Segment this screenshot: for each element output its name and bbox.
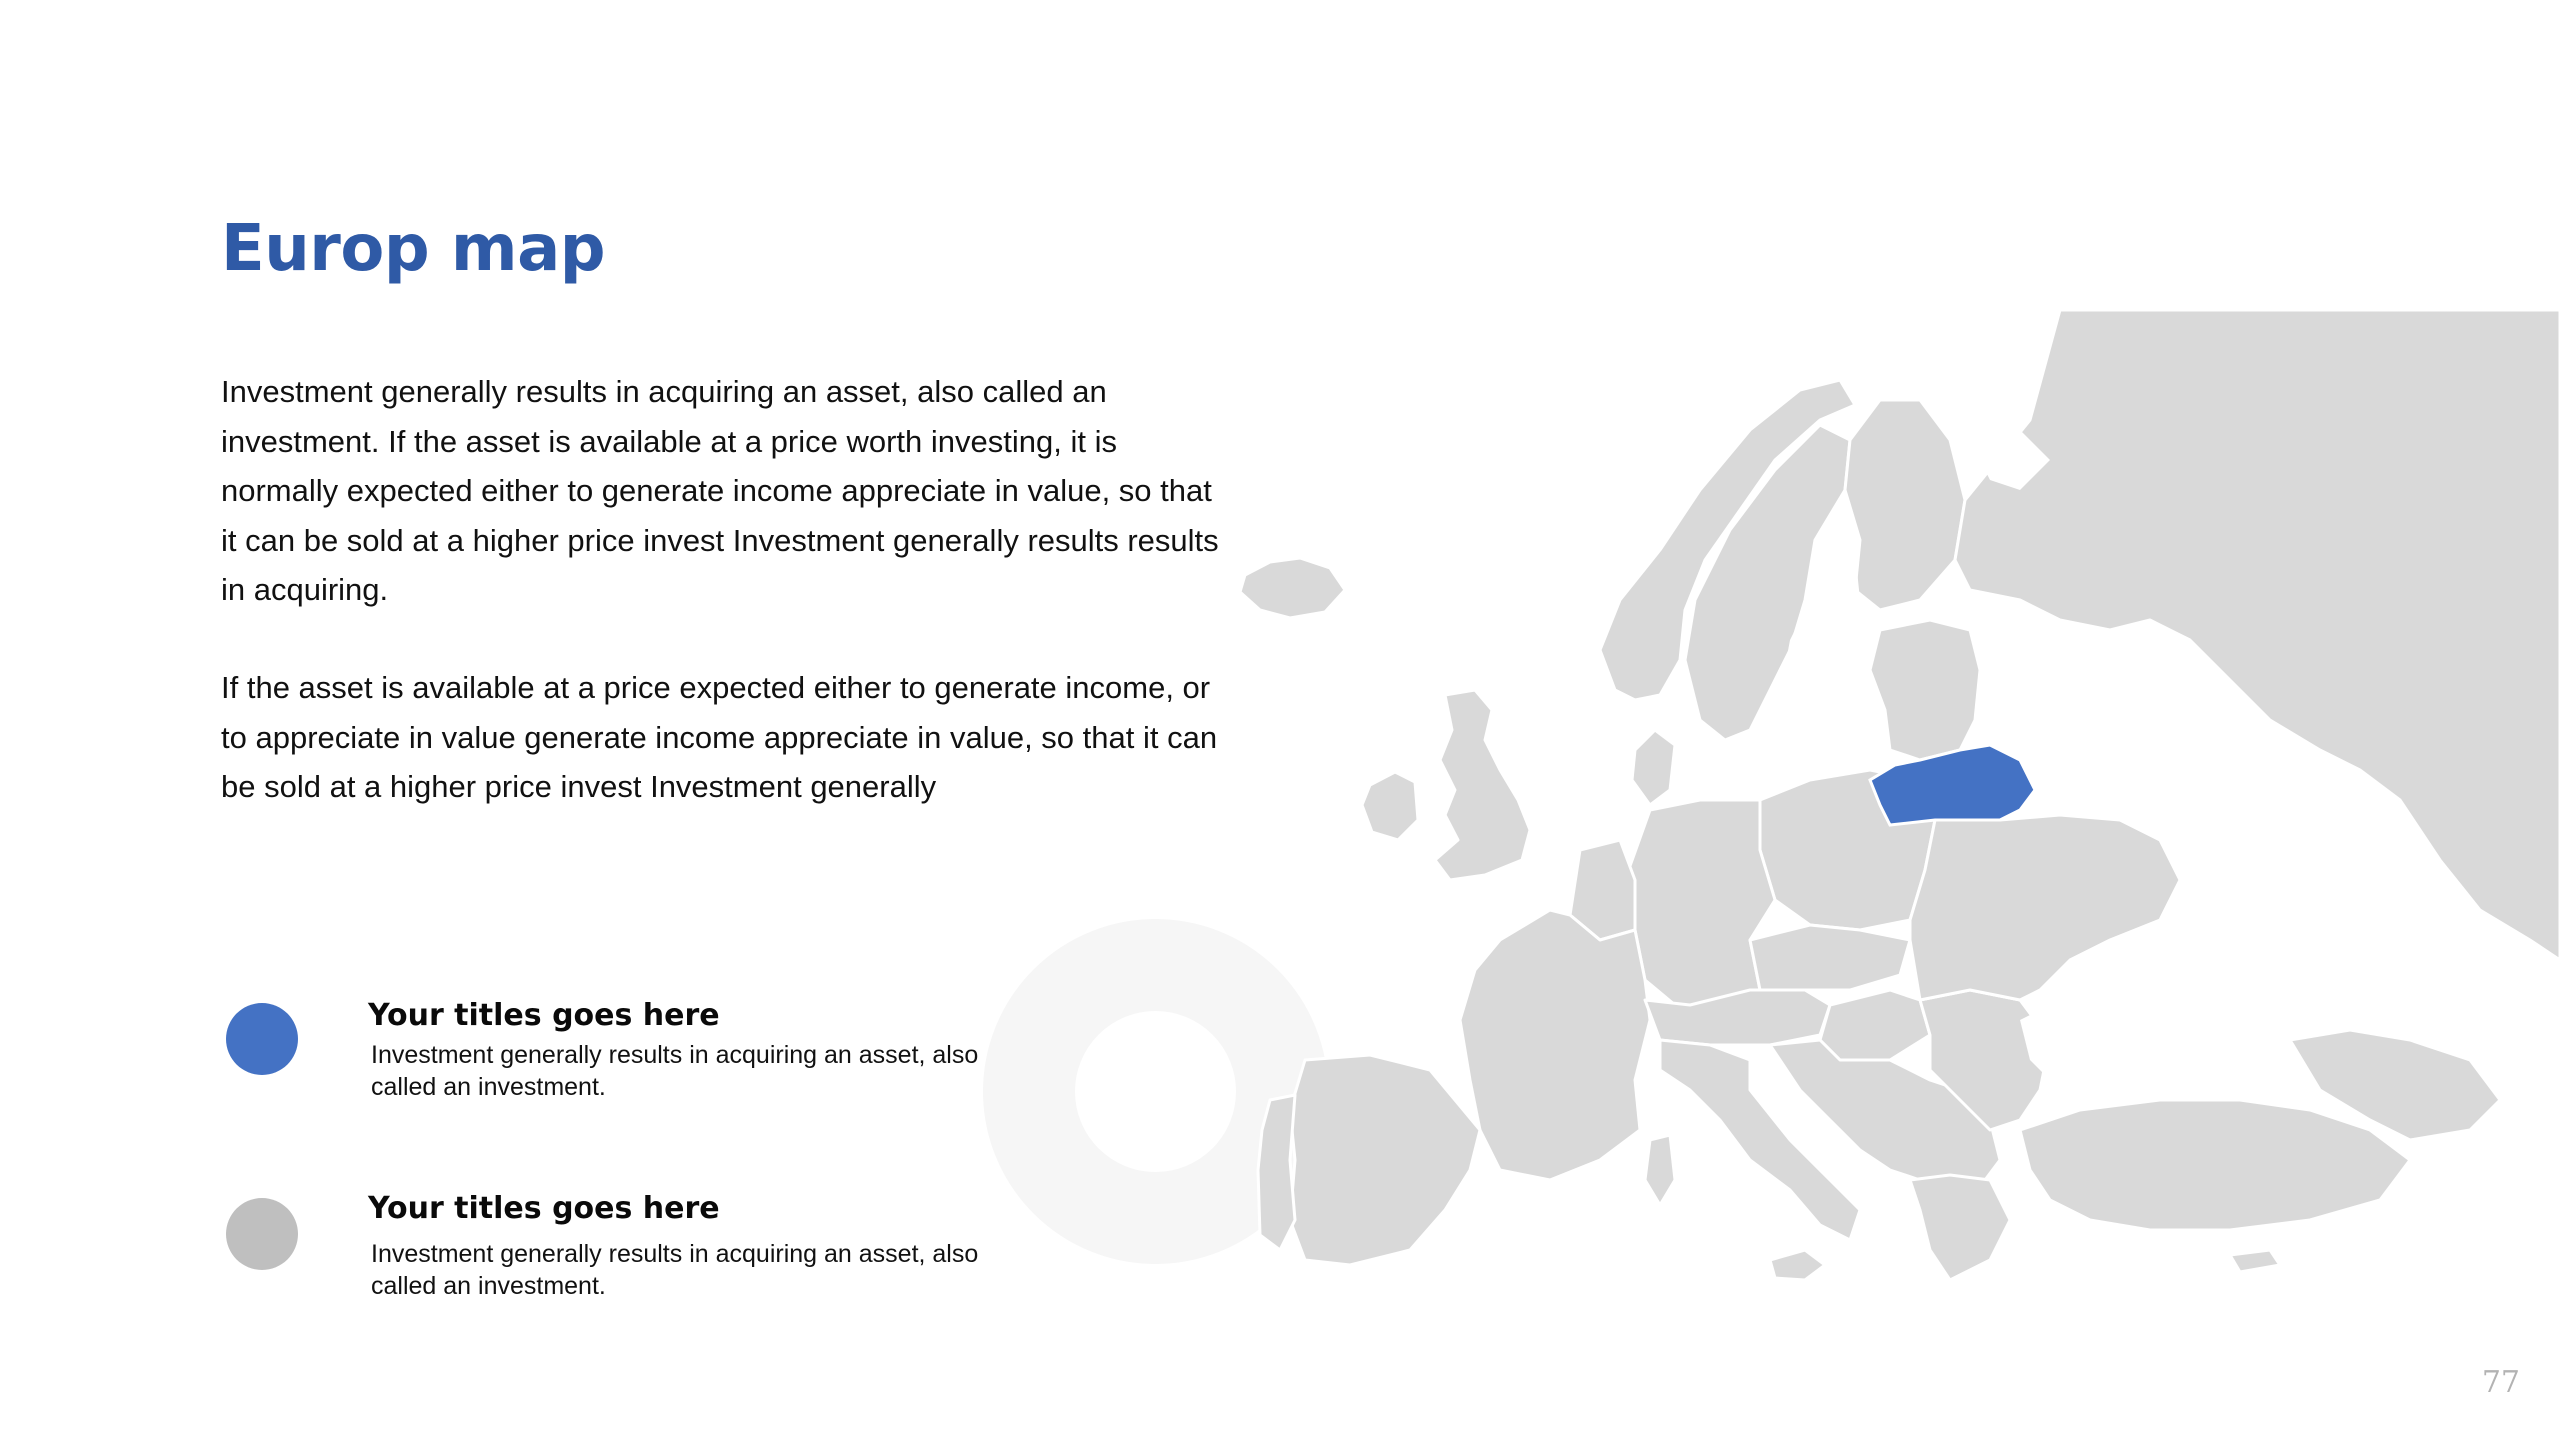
country-portugal [1258,1095,1295,1250]
country-ireland [1362,772,1418,840]
country-baltics [1870,620,1980,760]
legend-dot-blue [226,1003,298,1075]
island-sicily [1770,1250,1825,1280]
legend-description-1: Investment generally results in acquiring an asset, also called an investment. [371,1041,979,1101]
country-czech-slovakia [1750,925,1910,990]
country-finland [1845,400,1965,610]
page-number: 77 [2481,1365,2520,1400]
legend-title-2: Your titles goes here [368,1191,720,1226]
country-denmark [1632,730,1675,805]
legend-title-1: Your titles goes here [368,998,720,1033]
country-france [1460,910,1650,1180]
body-paragraph-1: Investment generally results in acquiring an asset, also called an investment. If the asset is available at a price worth investing, it is normally expected either to generate income appreciate in value, so that it can be sold at a higher price invest Investment generally results results in acquiring. [221,374,1219,607]
country-hungary [1820,990,1930,1060]
country-turkey [2020,1100,2410,1230]
island-sardinia [1645,1135,1675,1205]
body-paragraph-2: If the asset is available at a price expected either to generate income, or to appreciate in value generate income appreciate in value, so that it can be sold at a higher price invest Investment generally [221,670,1218,804]
page-title: Europ map [221,212,606,286]
country-iceland [1240,558,1345,618]
country-germany [1625,800,1775,1010]
black-sea [2020,980,2280,1100]
country-great-britain [1435,690,1530,880]
europe-map [1230,300,2560,1300]
country-ukraine [1910,815,2180,1000]
legend-description-2: Investment generally results in acquiring an asset, also called an investment. [371,1240,979,1300]
island-cyprus [2230,1250,2280,1272]
legend-dot-gray [226,1198,298,1270]
country-greece [1910,1175,2010,1280]
country-spain [1290,1055,1480,1265]
country-belarus [1870,745,2035,825]
